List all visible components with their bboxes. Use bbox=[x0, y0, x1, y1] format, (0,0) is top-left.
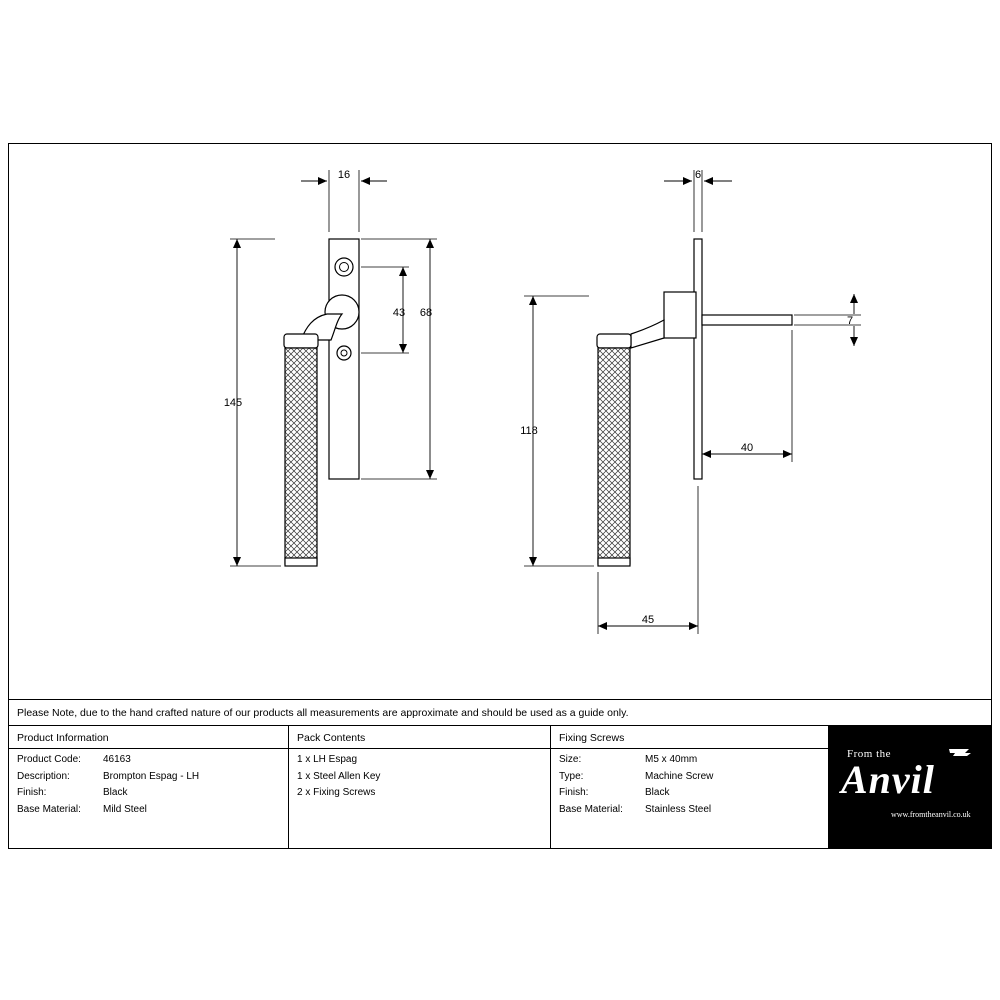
screw-base-material-value: Stainless Steel bbox=[645, 803, 712, 815]
dim-145: 145 bbox=[223, 397, 243, 409]
dim-118: 118 bbox=[520, 425, 538, 437]
logo-url: www.fromtheanvil.co.uk bbox=[891, 810, 971, 819]
list-item: 1 x Steel Allen Key bbox=[297, 770, 381, 782]
anvil-icon bbox=[947, 746, 973, 760]
product-information-heading: Product Information bbox=[9, 732, 288, 749]
table-row bbox=[559, 785, 820, 802]
screw-type-value: Machine Screw bbox=[645, 770, 714, 782]
screw-finish-label: Finish: bbox=[559, 787, 589, 798]
measurement-note bbox=[9, 700, 991, 726]
information-table bbox=[9, 726, 991, 848]
technical-drawing-svg bbox=[9, 144, 991, 700]
list-item: 1 x LH Espag bbox=[297, 754, 358, 765]
fixing-screws-column bbox=[551, 726, 829, 848]
pack-contents-column bbox=[289, 726, 551, 848]
table-row bbox=[559, 802, 820, 819]
screw-size-label: Size: bbox=[559, 754, 582, 765]
dim-7: 7 bbox=[846, 315, 854, 327]
table-row bbox=[559, 752, 820, 769]
pack-contents-heading: Pack Contents bbox=[289, 732, 550, 749]
description-label: Description: bbox=[17, 770, 70, 782]
fixing-screws-heading: Fixing Screws bbox=[551, 732, 828, 749]
dim-43: 43 bbox=[392, 307, 406, 319]
drawing-sheet bbox=[8, 143, 992, 849]
dim-6: 6 bbox=[694, 169, 702, 181]
finish-label: Finish: bbox=[17, 787, 47, 798]
table-row bbox=[17, 752, 280, 769]
base-material-value: Mild Steel bbox=[103, 803, 147, 815]
dim-40: 40 bbox=[740, 442, 754, 454]
table-row bbox=[559, 769, 820, 786]
dim-68: 68 bbox=[419, 307, 433, 319]
product-code-label: Product Code: bbox=[17, 754, 81, 765]
product-code-value: 46163 bbox=[103, 754, 131, 765]
table-row bbox=[17, 769, 280, 786]
finish-value: Black bbox=[103, 787, 128, 798]
screw-type-label: Type: bbox=[559, 770, 584, 782]
table-row bbox=[17, 802, 280, 819]
base-material-label: Base Material: bbox=[17, 803, 81, 815]
drawing-area bbox=[9, 144, 991, 700]
logo-wordmark: Anvil bbox=[841, 757, 935, 802]
description-value: Brompton Espag - LH bbox=[103, 770, 200, 782]
screw-base-material-label: Base Material: bbox=[559, 803, 623, 815]
screw-finish-value: Black bbox=[645, 787, 670, 798]
product-information-column bbox=[9, 726, 289, 848]
dim-16: 16 bbox=[337, 169, 351, 181]
table-row bbox=[17, 785, 280, 802]
list-item: 2 x Fixing Screws bbox=[297, 787, 376, 798]
logo-top-text: From the bbox=[847, 748, 892, 760]
brand-logo-column bbox=[829, 726, 991, 848]
measurement-note-text: Please Note, due to the hand crafted nature of our products all measurements are approximate and should be used as a guide only. bbox=[17, 706, 629, 719]
screw-size-value: M5 x 40mm bbox=[645, 754, 698, 765]
dim-45: 45 bbox=[641, 614, 655, 626]
